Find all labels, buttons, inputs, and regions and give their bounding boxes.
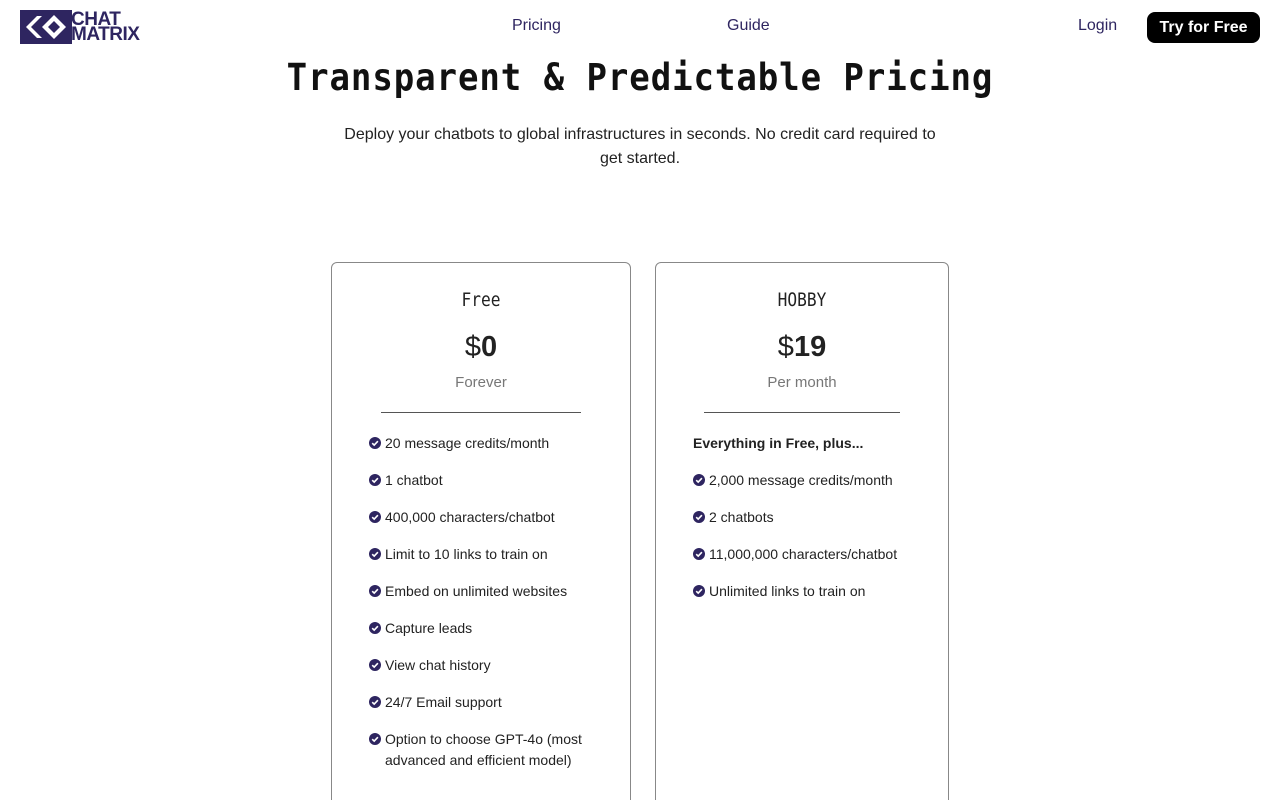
nav-login-link[interactable]: Login [1078, 17, 1118, 34]
check-circle-icon [369, 437, 381, 449]
price-amount: 19 [793, 331, 827, 363]
feature-text: 11,000,000 characters/chatbot [709, 546, 898, 562]
plan-period: Forever [455, 374, 507, 391]
page-subtitle: Deploy your chatbots to global infrastructures in seconds. No credit card required to get started. [344, 126, 936, 167]
brand-line2: MATRIX [71, 24, 140, 45]
feature-text: 2 chatbots [709, 509, 774, 525]
feature-text: 1 chatbot [385, 472, 443, 488]
price-amount: 0 [481, 331, 498, 363]
feature-item [693, 470, 933, 491]
feature-text: View chat history [385, 657, 491, 673]
card-divider [381, 412, 581, 413]
feature-item [369, 655, 604, 676]
feature-text: Unlimited links to train on [709, 583, 866, 599]
logo-mark-icon [20, 10, 72, 44]
check-circle-icon [693, 511, 705, 523]
page-title: Transparent & Predictable Pricing [286, 56, 994, 99]
check-circle-icon [369, 622, 381, 634]
feature-item [369, 692, 604, 713]
feature-text: 24/7 Email support [385, 694, 502, 710]
plan-price [656, 331, 948, 364]
feature-item [369, 729, 604, 771]
price-currency: $ [777, 331, 794, 363]
feature-item [369, 544, 604, 565]
try-for-free-button[interactable]: Try for Free [1147, 12, 1260, 43]
brand-logo[interactable] [20, 10, 139, 44]
plan-period: Per month [767, 374, 837, 391]
feature-list [369, 433, 604, 787]
check-circle-icon [369, 511, 381, 523]
feature-item [369, 507, 604, 528]
feature-text: Capture leads [385, 620, 473, 636]
feature-text: 20 message credits/month [385, 435, 550, 451]
pricing-card-hobby [655, 262, 949, 800]
feature-text: 400,000 characters/chatbot [385, 509, 555, 525]
feature-list [693, 433, 933, 618]
check-circle-icon [369, 474, 381, 486]
pricing-card-free [331, 262, 631, 800]
check-circle-icon [693, 548, 705, 560]
feature-item [369, 581, 604, 602]
plan-intro: Everything in Free, plus... [693, 435, 864, 451]
feature-item [369, 470, 604, 491]
feature-item [369, 433, 604, 454]
card-divider [704, 412, 900, 413]
check-circle-icon [369, 659, 381, 671]
feature-text: Option to choose GPT-4o (most advanced and efficient model) [385, 731, 582, 768]
feature-text: 2,000 message credits/month [709, 472, 893, 488]
check-circle-icon [369, 696, 381, 708]
plan-name: Free [461, 289, 501, 311]
plan-name: HOBBY [777, 289, 827, 311]
check-circle-icon [693, 474, 705, 486]
feature-text: Limit to 10 links to train on [385, 546, 548, 562]
check-circle-icon [369, 733, 381, 745]
feature-item [369, 618, 604, 639]
feature-item [693, 581, 933, 602]
feature-item [693, 544, 933, 565]
check-circle-icon [693, 585, 705, 597]
check-circle-icon [369, 548, 381, 560]
nav-pricing-link[interactable]: Pricing [512, 17, 561, 34]
nav-guide-link[interactable]: Guide [727, 17, 770, 34]
brand-line1: CHAT [71, 9, 121, 30]
brand-wordmark [71, 9, 140, 45]
feature-text: Embed on unlimited websites [385, 583, 568, 599]
check-circle-icon [369, 585, 381, 597]
feature-item [693, 507, 933, 528]
plan-price [332, 331, 630, 364]
price-currency: $ [464, 331, 481, 363]
